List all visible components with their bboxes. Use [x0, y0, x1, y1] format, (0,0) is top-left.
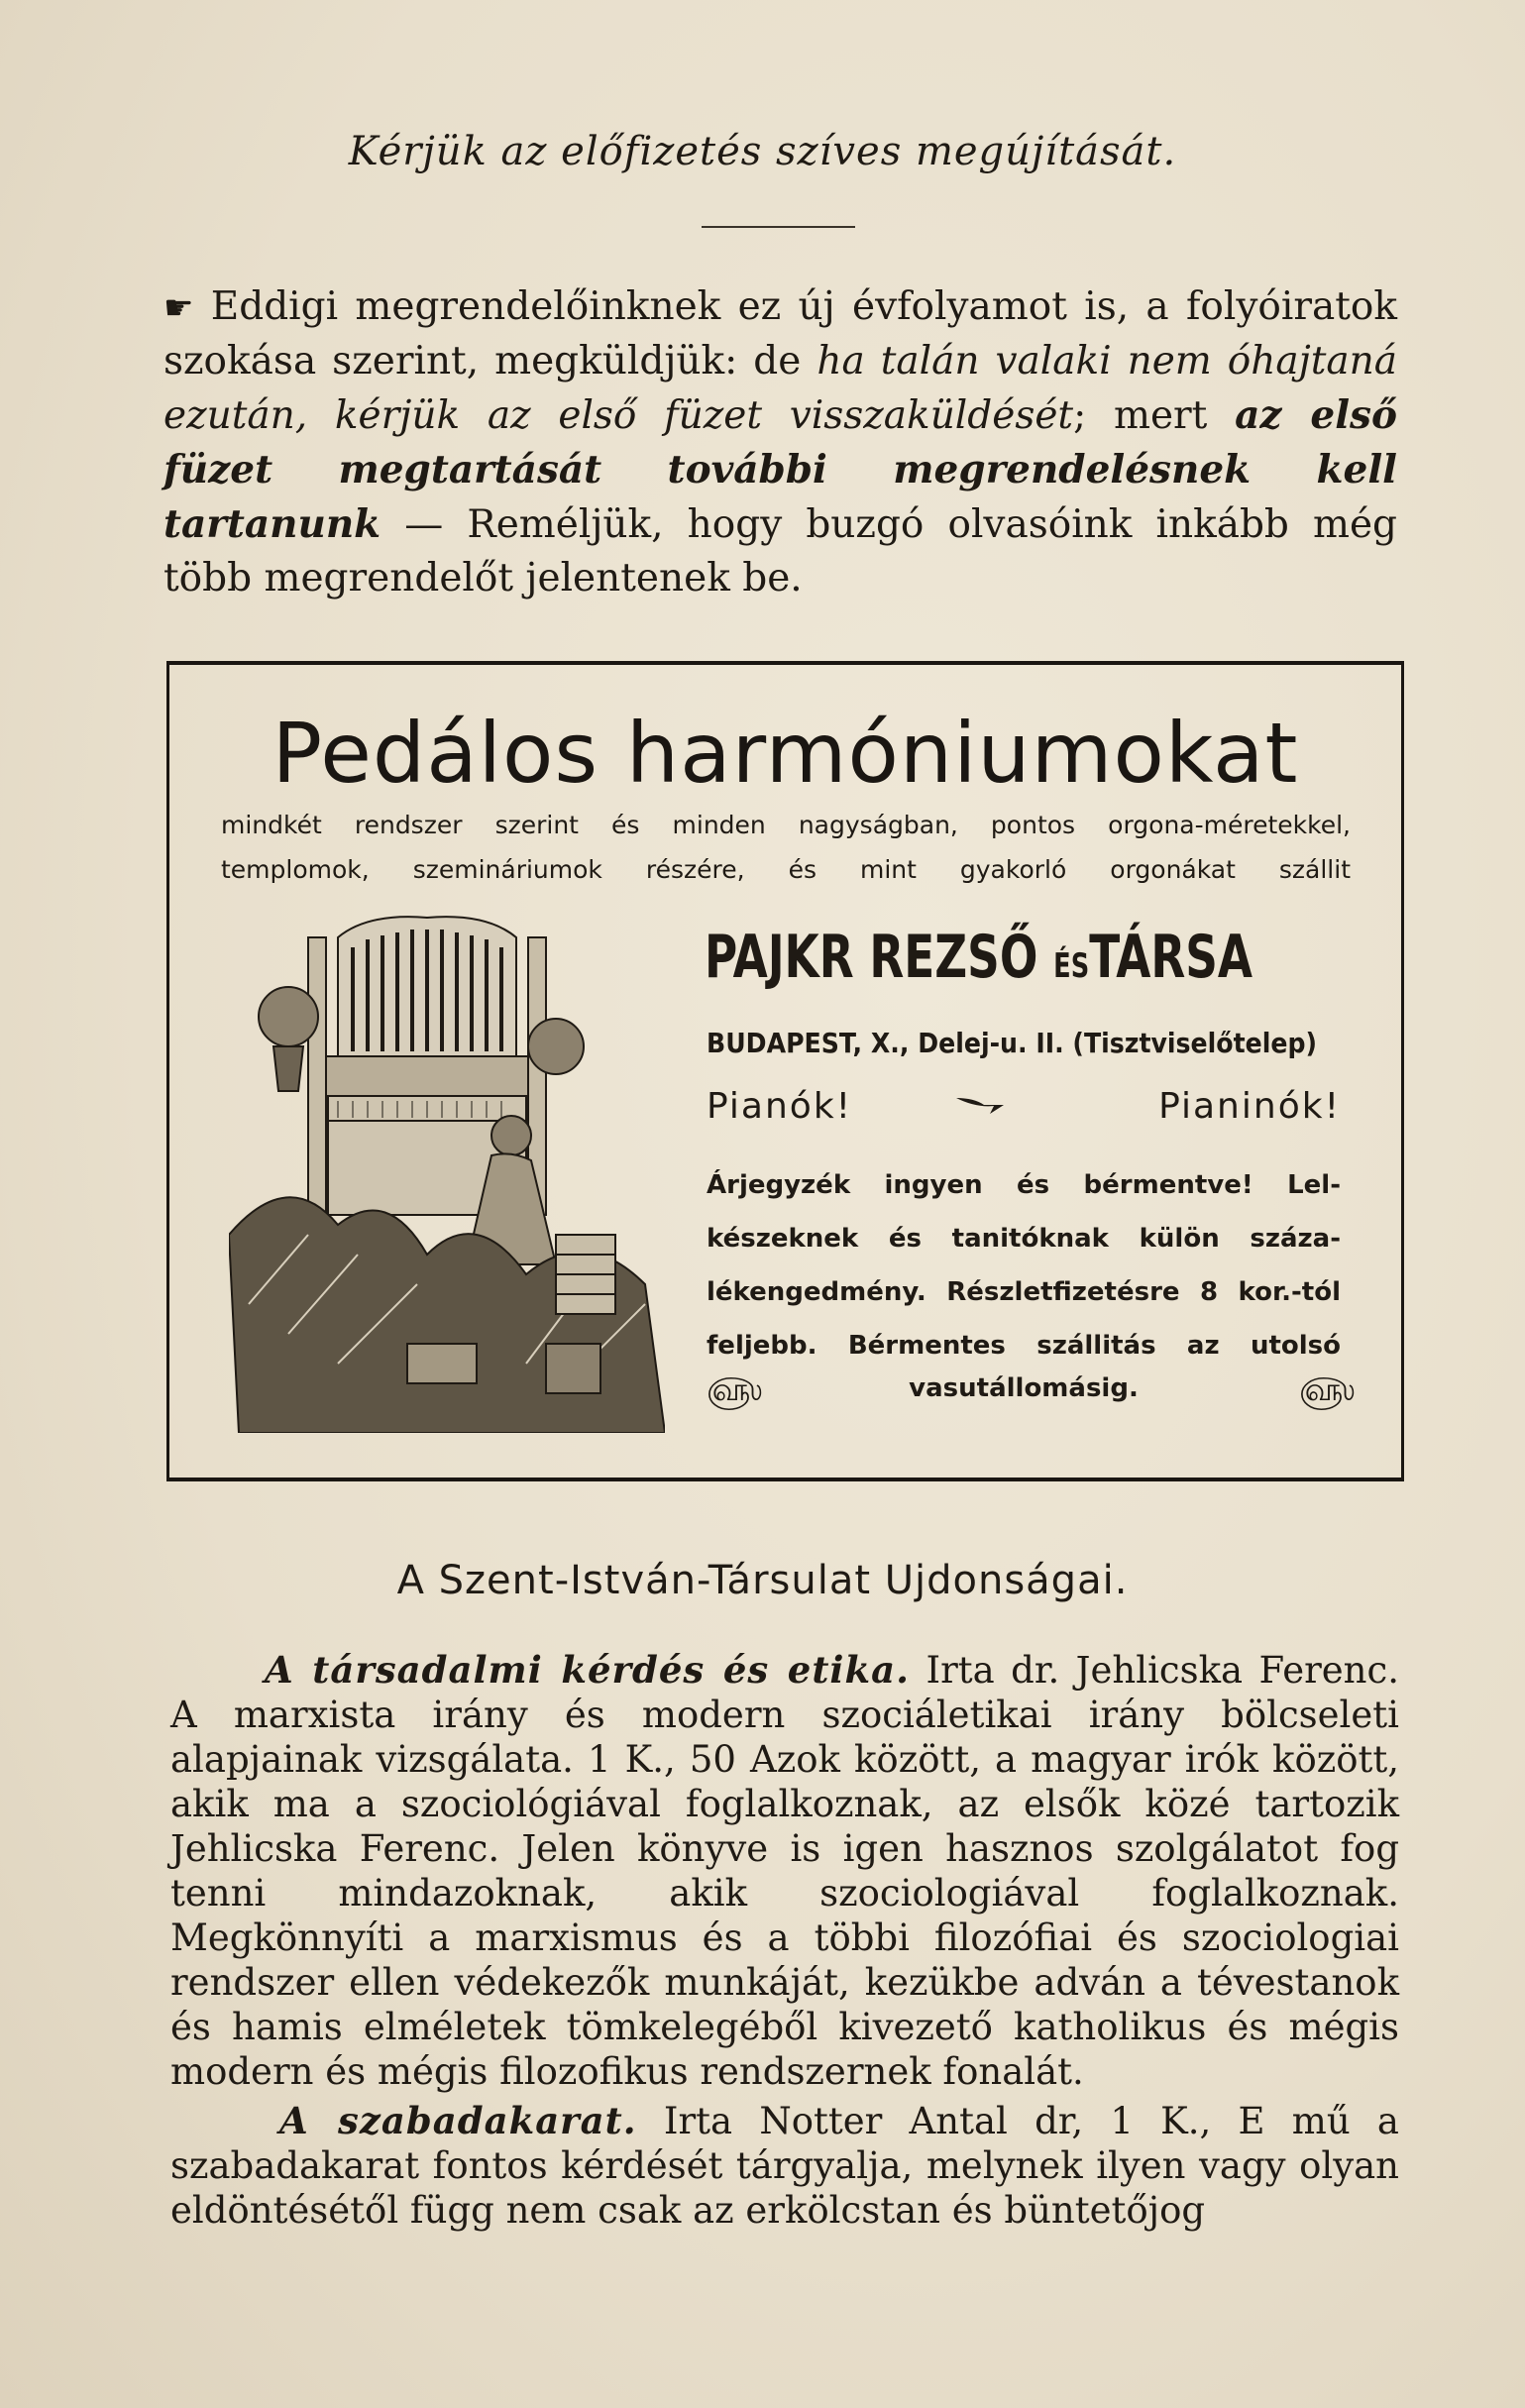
company-address: BUDAPEST, X., Delej-u. II. (Tisztviselőtelep): [707, 1027, 1318, 1059]
ad-body-line: Árjegyzék ingyen és bérmentve! Lel-: [707, 1170, 1341, 1200]
scroll-ornament-icon: ௵: [1299, 1370, 1356, 1408]
book-title: A szabadakarat.: [279, 2099, 637, 2142]
harmonium-illustration: [229, 908, 665, 1433]
notice-text-1: Eddigi megrendelőinknek ez új évfolyamot is, a folyóiratok szokása szerint, megküldjük: de: [163, 284, 1397, 383]
ad-body-last-line: vasutállomásig.: [909, 1373, 1139, 1403]
section-title: A Szent-István-Társulat Ujdonságai.: [396, 1558, 1129, 1603]
ad-body-line: lékengedmény. Részletfizetésre 8 kor.-tól: [707, 1277, 1341, 1307]
divider-rule: [702, 226, 855, 228]
ad-body-line: készeknek és tanitóknak külön száza-: [707, 1224, 1341, 1254]
pianos-left-text: Pianók!: [707, 1086, 853, 1127]
scroll-ornament-icon: ௵: [707, 1370, 763, 1408]
company-name-main: PAJKR REZSŐ: [705, 923, 1038, 992]
ornamental-arrow-icon: [954, 1094, 1006, 1116]
notice-text-3: ; mert: [1073, 393, 1236, 438]
company-name-end: TÁRSA: [1089, 923, 1253, 992]
pointing-hand-icon: ☛: [163, 288, 194, 328]
book-description: Irta Notter Antal dr, 1 K., E mű a szabadakarat fontos kérdését tárgyalja, melynek ilyen vagy olyan eldöntésétől függ nem csak az erkölcstan és büntetőjog: [170, 2100, 1399, 2232]
book-title: A társadalmi kérdés és etika.: [265, 1648, 910, 1692]
book-entry: [170, 2099, 1399, 2233]
ad-title: Pedálos harmóniumokat: [272, 705, 1299, 802]
ad-subtitle-line-2: templomok, szemináriumok részére, és mint gyakorló orgonákat szállit: [221, 855, 1351, 884]
harmonium-advertisement: [166, 661, 1404, 1481]
ad-body-text: [707, 1158, 1341, 1372]
company-name: [705, 923, 1253, 992]
book-reviews: [170, 1648, 1399, 2233]
notice-text-4: az első füzet megtartását további megrendelésnek kell tartanunk: [163, 392, 1398, 547]
pianos-right-text: Pianinók!: [1158, 1086, 1341, 1127]
notice-text-5: — Reméljük, hogy buzgó olvasóink inkább még több megrendelőt jelentenek be.: [163, 502, 1397, 601]
renewal-request-note: Kérjük az előfizetés szíves megújítását.: [348, 129, 1177, 174]
subscription-notice: [163, 280, 1397, 605]
notice-text-2: ha talán valaki nem óhajtaná ezután, kérjük az első füzet visszaküldését: [163, 339, 1397, 438]
ad-subtitle-line-1: mindkét rendszer szerint és minden nagyságban, pontos orgona-méretekkel,: [221, 811, 1351, 839]
book-description: Irta dr. Jehlicska Ferenc. A marxista irány és modern szociáletikai irány bölcseleti alapjainak vizsgálata. 1 K., 50 Azok között, a magyar irók között, akik ma a szociológiával foglalkoznak, az elsők közé tartozik Jehlicska Ferenc. Jelen könyve is igen hasznos szolgálatot fog tenni mindazoknak, akik szociologiával foglalkoznak. Megkönnyíti a marxismus és a többi filozófiai és szociologiai rendszer ellen védekezők munkáját, kezükbe adván a tévestanok és hamis elméletek tömkelegéből kivezető katholikus és mégis modern és mégis filozofikus rendszernek fonalát.: [170, 1649, 1399, 2093]
ad-body-line: feljebb. Bérmentes szállitás az utolsó: [707, 1331, 1341, 1361]
company-name-es: ÉS: [1053, 946, 1090, 986]
book-entry: [170, 1648, 1399, 2094]
